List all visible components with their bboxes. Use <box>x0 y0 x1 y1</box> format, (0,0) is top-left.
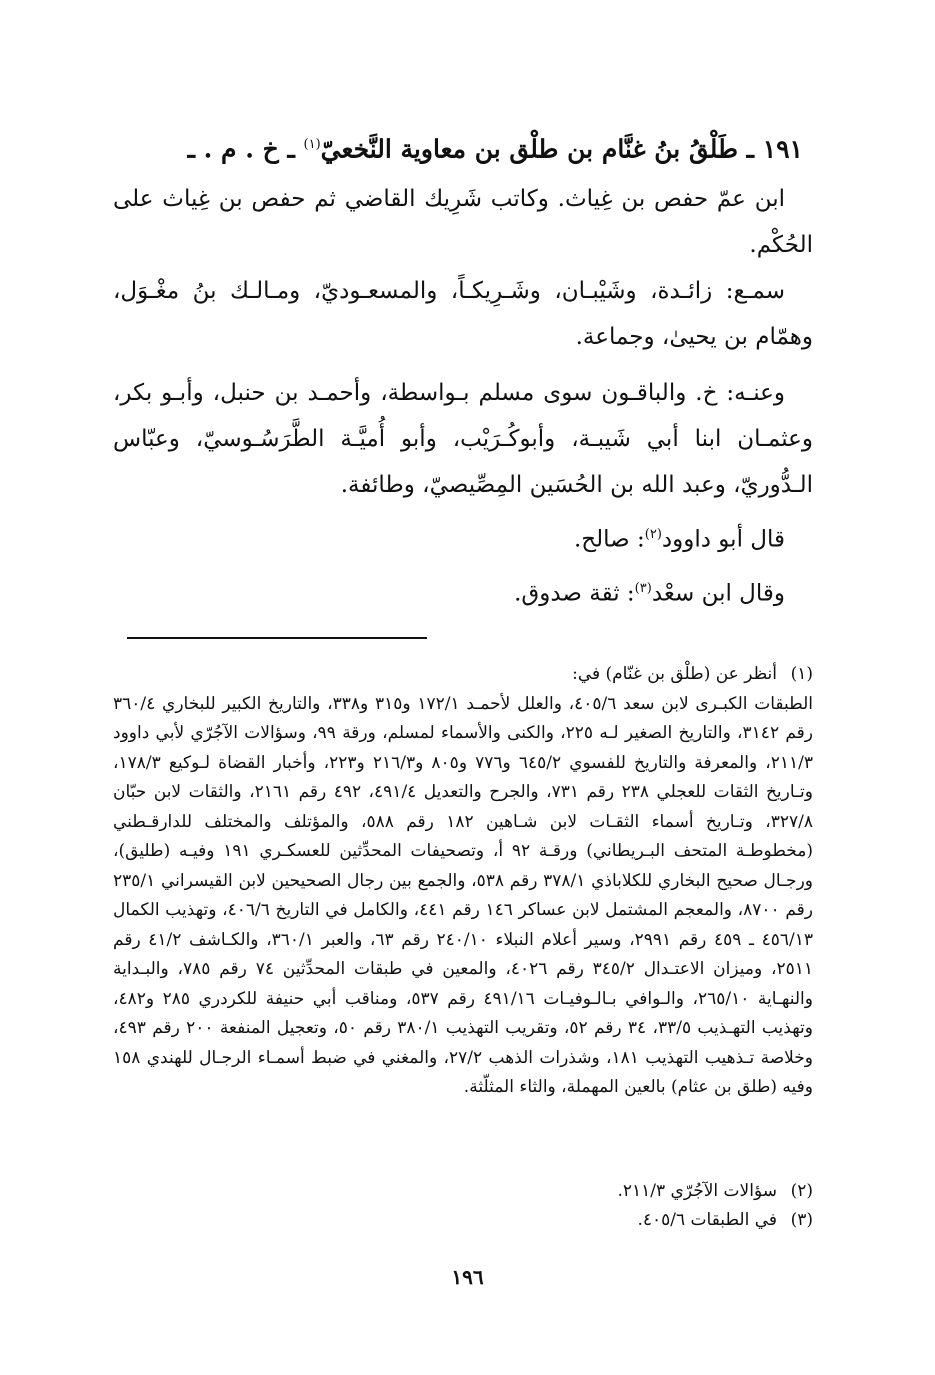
teachers-text: سمـع: زائـدة، وشَيْبـان، وشَـرِيكـاً، والمسعـوديّ، ومـالـك بنُ مغْـوَل، وهمّام بن يحيىٰ، وجماعة. <box>113 278 813 350</box>
footnote-1-body: الطبقات الكبـرى لابن سعد ٤٠٥/٦، والعلل لأحمـد ١٧٢/١ و٣١٥ و٣٣٨، والتاريخ الكبير للبخاري ٣٦٠/٤ رقم ٣١٤٢، والتاريخ الصغير لـه ٢٢٥، والكنى والأسماء لمسلم، ورقة ٩٩، وسؤالات الآجُرّي لأبي داوود ٢١١/٣، والمعرفة والتاريخ للفسوي ٦٤٥/٢ و٧٧٦ و٨٠٥ و٢١٦/٣ و٢٢٣، وأخبار القضاة لـوكيع ١٧٨/٣، وتـاريخ الثقات للعجلي ٢٣٨ رقم ٧٣١، والجرح والتعديل ٤٩١/٤، ٤٩٢ رقم ٢١٦١، والثقات لابن حبّان ٣٢٧/٨، وتـاريخ أسماء الثقـات لابن شـاهين ١٨٢ رقم ٥٨٨، والمؤتلف والمختلف للدارقـطني (مخطوطـة المتحف البـريطاني) ورقـة ٩٢ أ، وتصحيفات المحدِّثين للعسكـري ١٩١ وفيـه (طليق)، ورجـال صحيح البخاري للكلاباذي ٣٧٨/١ رقم ٥٣٨، والجمع بين رجال الصحيحين لابن القيسراني ٢٣٥/١ رقم ٨٧٠٠، والمعجم المشتمل لابن عساكر ١٤٦ رقم ٤٤١، والكامل في التاريخ ٤٠٦/٦، وتهذيب الكمال ٤٥٦/١٣ ـ ٤٥٩ رقم ٢٩٩١، وسير أعلام النبلاء ٢٤٠/١٠ رقم ٦٣، والعبر ٣٦٠/١، والكـاشف ٤١/٢ رقم ٢٥١١، وميزان الاعتـدال ٣٤٥/٢ رقم ٤٠٢٦، والمعين في طبقات المحدِّثين ٧٤ رقم ٧٨٥، والبـداية والنهـاية ٢٦٥/١٠، والـوافي بـالـوفيـات ٤٩١/١٦ رقم ٥٣٧، ومناقب أبي حنيفة للكردري ٢٨٥ و٤٨٢، وتهذيب التهـذيب ٣٣/٥، ٣٤ رقم ٥٢، وتقريب التهذيب ٣٨٠/١ رقم ٥٠، وتعجيل المنفعة ٢٠٠ رقم ٤٩٣، وخلاصة تـذهيب التهذيب ١٨١، وشذرات الذهب ٢٧/٢، والمغني في ضبط أسمـاء الرجـال للهندي ١٥٨ وفيه (طلق بن عثام) بالعين المهملة، والثاء المثلّثة. <box>113 693 814 1097</box>
relation-paragraph: ابن عمّ حفص بن غِياث. وكاتب شَرِيك القاضي ثم حفص بن غِياث على الحُكْم. <box>113 186 813 258</box>
students-text: وعنـه: خ. والباقـون سوى مسلم بـواسطة، وأحمـد بن حنبل، وأبـو بكر، وعثمـان ابنا أبي شَيبـة، وأبوكُـرَيْب، وأبو أُميَّـة الطَّرَسُـوسيّ، وعبّاس الـدُّوريّ، وعبد الله بن الحُسَين المِصِّيصيّ، وطائفة. <box>113 380 813 498</box>
footnote-3 <box>113 1206 813 1236</box>
footnote-ref-3: (٣) <box>634 581 652 596</box>
footnote-1 <box>113 660 813 1103</box>
footnote-ref-2: (٢) <box>644 527 662 542</box>
footnote-ref-1: (١) <box>303 137 321 152</box>
footnote-2-text: سؤالات الآجُرّي ٢١١/٣. <box>617 1181 777 1201</box>
biography-paragraph <box>113 176 813 268</box>
quote-ibn-sad-text: : ثقة صدوق. <box>514 580 635 607</box>
teachers-paragraph <box>113 268 813 360</box>
quote-abu-dawud-text: : صالح. <box>573 526 645 553</box>
footnote-3-number: (٣) <box>790 1210 813 1230</box>
page-number: ١٩٦ <box>451 1265 484 1289</box>
footnote-separator <box>127 637 427 639</box>
students-paragraph <box>113 370 813 508</box>
quote-ibn-sad-prefix: وقال ابن سعْد <box>651 580 785 607</box>
quote-abu-dawud-prefix: قال أبو داوود <box>661 526 785 553</box>
entry-title-text: ١٩١ ـ طَلْقُ بنُ غنَّام بن طلْق بن معاوية النَّخعيّ <box>320 134 803 164</box>
footnote-2-number: (٢) <box>790 1181 813 1201</box>
quote-ibn-sad <box>113 566 813 617</box>
footnote-2 <box>113 1177 813 1207</box>
footnote-3-text: في الطبقات ٤٠٥/٦. <box>637 1210 777 1230</box>
footnote-1-heading: أنظر عن (طلْق بن غنّام) في: <box>572 664 777 684</box>
entry-title-codes: ـ خ . م . ـ <box>187 134 304 164</box>
footnote-1-number: (١) <box>790 664 813 684</box>
quote-abu-dawud <box>113 512 813 563</box>
entry-title <box>187 128 803 166</box>
